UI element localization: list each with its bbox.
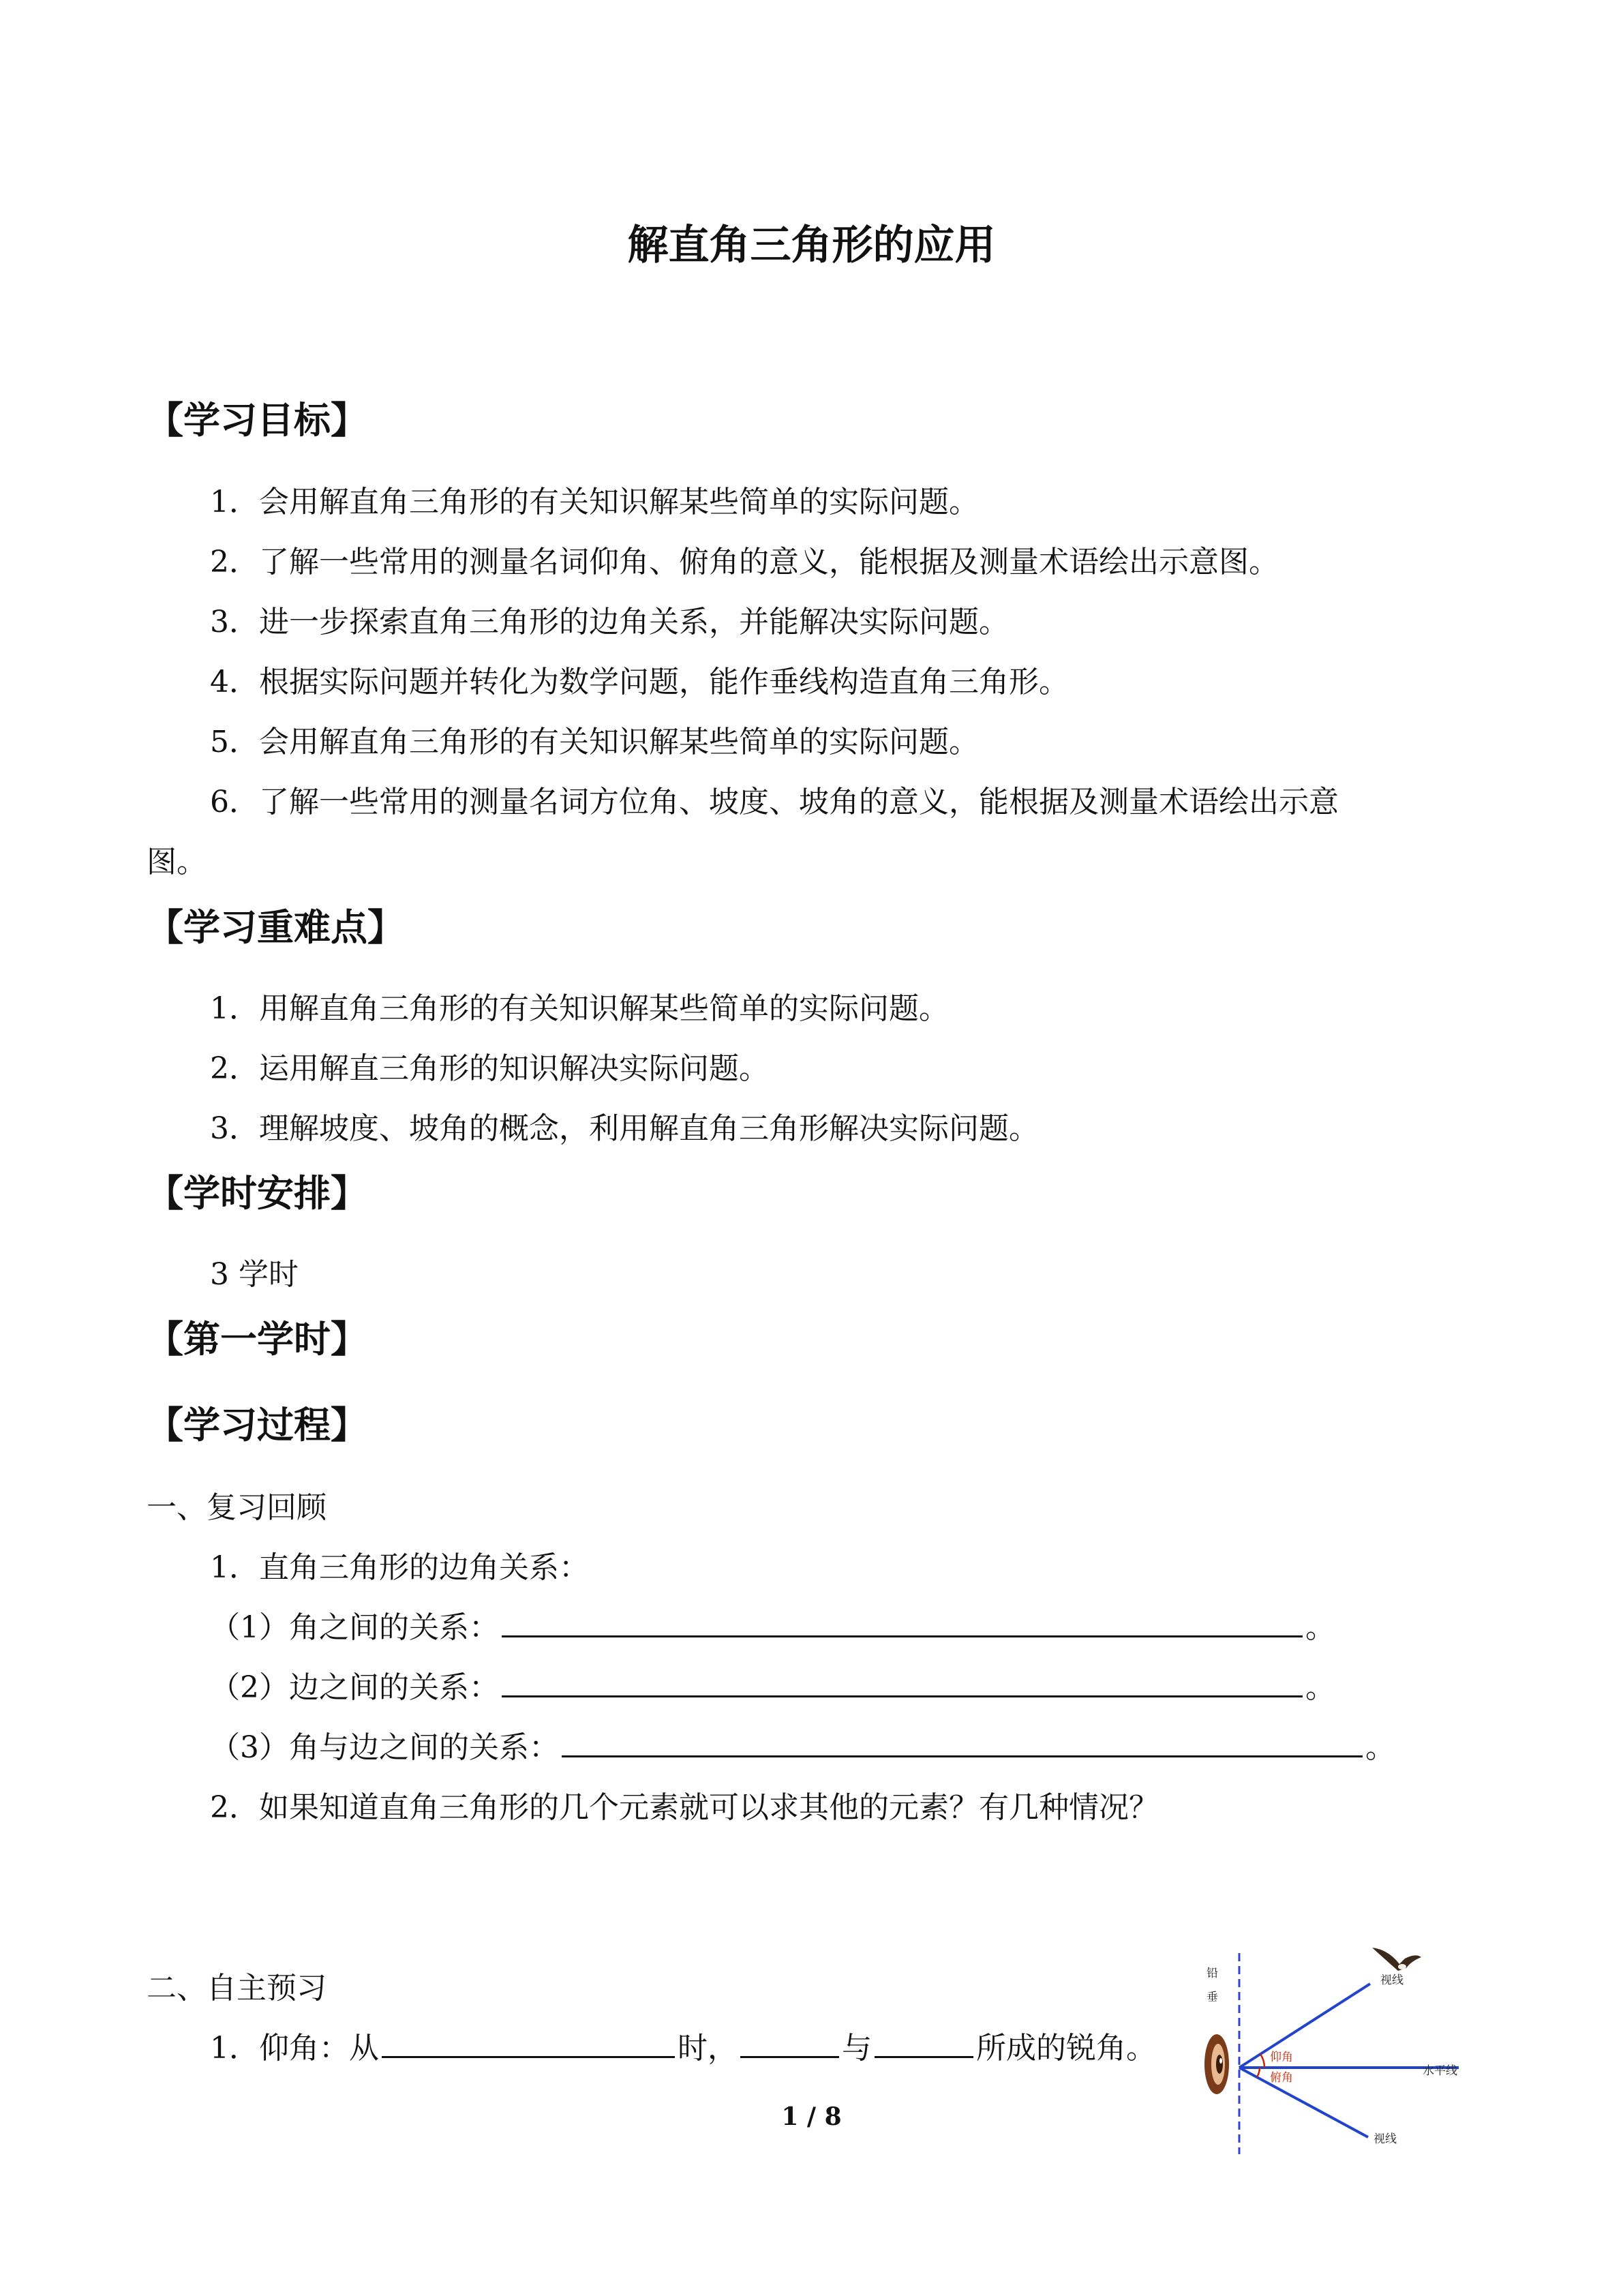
review-sub-1-end: 。 [1305,1610,1335,1645]
page-number: 1 / 8 [781,2102,842,2131]
goal-item-4: 4．根据实际问题并转化为数学问题，能作垂线构造直角三角形。 [210,665,1069,699]
key-point-1: 1．用解直角三角形的有关知识解某些简单的实际问题。 [210,991,949,1026]
heading-lesson-1: 【第一学时】 [147,1318,367,1361]
preview-question-1 [210,2023,1156,2067]
elevation-angle-label: 仰角 [1270,2051,1293,2064]
review-question-2: 2．如果知道直角三角形的几个元素就可以求其他的元素？有几种情况？ [210,1790,1159,1825]
heading-learning-process: 【学习过程】 [147,1404,367,1447]
review-sub-2-end: 。 [1305,1670,1335,1705]
review-sub-2-label: （2）边之间的关系： [210,1670,499,1705]
depression-arc [1257,2068,1260,2077]
fill-blank-angle-side-relation[interactable] [562,1728,1363,1757]
eye-icon [1204,2034,1229,2094]
preview-q1-part-c: 与 [842,2031,872,2066]
fill-blank-side-relation[interactable] [502,1668,1303,1697]
review-sub-1 [210,1603,1335,1646]
review-title: 一、复习回顾 [147,1490,327,1525]
heading-schedule: 【学时安排】 [147,1172,367,1215]
goal-item-2: 2．了解一些常用的测量名词仰角、俯角的意义，能根据及测量术语绘出示意图。 [210,545,1279,579]
preview-title: 二、自主预习 [147,1971,327,2006]
key-point-3: 3．理解坡度、坡角的概念，利用解直角三角形解决实际问题。 [210,1111,1039,1146]
depression-angle-label: 俯角 [1270,2071,1293,2085]
eagle-icon [1372,1948,1421,1971]
goal-item-5: 5．会用解直角三角形的有关知识解某些简单的实际问题。 [210,725,979,759]
review-sub-3 [210,1723,1395,1766]
fill-blank-elevation-from[interactable] [382,2029,675,2058]
schedule-text: 3 学时 [210,1257,299,1292]
upward-sight-line [1239,1984,1370,2068]
vertical-label-char-2: 垂 [1207,1991,1218,2004]
fill-blank-elevation-line-1[interactable] [740,2029,839,2058]
document-title: 解直角三角形的应用 [627,222,996,269]
sight-line-down-label: 视线 [1374,2132,1397,2146]
preview-q1-part-b: 时， [678,2031,738,2066]
review-question-1: 1．直角三角形的边角关系： [210,1550,589,1585]
goal-item-6: 6．了解一些常用的测量名词方位角、坡度、坡角的意义，能根据及测量术语绘出示意 [210,785,1339,819]
preview-q1-part-d: 所成的锐角。 [976,2031,1156,2066]
goal-item-6-continued: 图。 [147,845,207,879]
preview-q1-part-a: 1．仰角：从 [210,2031,379,2066]
fill-blank-elevation-line-2[interactable] [875,2029,973,2058]
elevation-depression-diagram [1189,1919,1476,2171]
fill-blank-angle-relation[interactable] [502,1608,1303,1637]
review-sub-3-label: （3）角与边之间的关系： [210,1730,559,1765]
goal-item-1: 1．会用解直角三角形的有关知识解某些简单的实际问题。 [210,485,979,519]
heading-learning-goals: 【学习目标】 [147,399,367,442]
review-sub-3-end: 。 [1365,1730,1395,1765]
sight-line-up-label: 视线 [1380,1974,1404,1987]
vertical-label-char-1: 铅 [1207,1967,1218,1980]
key-point-2: 2．运用解直三角形的知识解决实际问题。 [210,1051,769,1086]
elevation-arc [1260,2054,1264,2068]
goal-item-3: 3．进一步探索直角三角形的边角关系，并能解决实际问题。 [210,605,1009,639]
review-sub-1-label: （1）角之间的关系： [210,1610,499,1645]
heading-key-points: 【学习重难点】 [147,906,404,949]
horizontal-line-label: 水平线 [1423,2064,1457,2078]
review-sub-2 [210,1663,1335,1706]
